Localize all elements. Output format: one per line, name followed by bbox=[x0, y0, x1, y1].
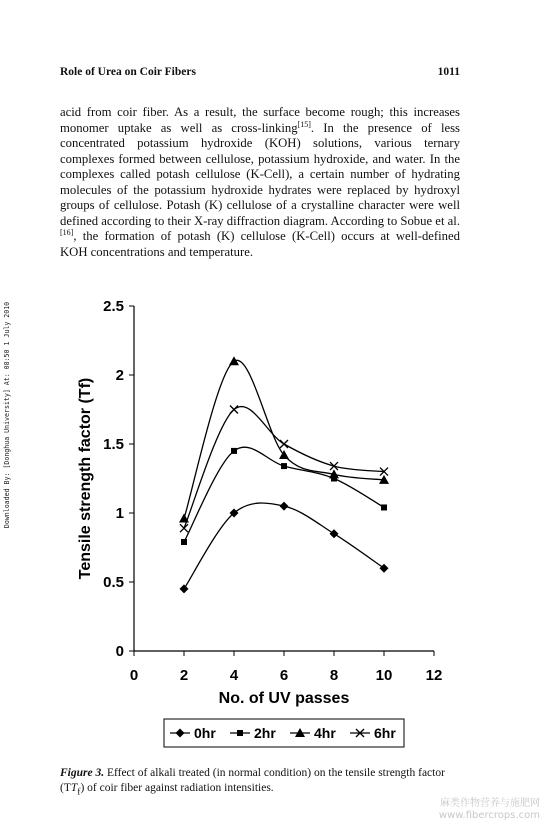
y-tick-label: 1.5 bbox=[103, 436, 124, 453]
legend-label: 0hr bbox=[194, 725, 216, 741]
x-tick-label: 8 bbox=[329, 667, 339, 684]
y-axis-label: Tensile strength factor (Tf) bbox=[77, 377, 94, 580]
data-point-diamond bbox=[330, 529, 339, 538]
x-tick-label: 4 bbox=[229, 667, 239, 684]
caption-subscript: f bbox=[77, 785, 81, 797]
running-header bbox=[60, 66, 460, 82]
data-point-square bbox=[281, 463, 287, 469]
x-tick-label: 0 bbox=[129, 667, 139, 684]
download-watermark bbox=[0, 280, 14, 550]
x-axis-label: No. of UV passes bbox=[218, 690, 350, 707]
site-watermark-url: www.fibercrops.com bbox=[438, 810, 540, 821]
series-line bbox=[184, 360, 384, 518]
caption-text-end: ) of coir fiber against radiation intensities. bbox=[80, 781, 274, 794]
text-segment: acid from coir fiber. As a result, the surface become rough; this increases monomer uptake as well as cross-linking bbox=[60, 105, 460, 135]
data-point-square bbox=[231, 448, 237, 454]
site-watermark bbox=[439, 798, 540, 822]
data-point-x bbox=[280, 440, 288, 448]
y-tick-label: 1 bbox=[115, 505, 124, 522]
paragraph-text bbox=[60, 105, 460, 260]
series-line bbox=[184, 447, 384, 542]
legend-label: 2hr bbox=[254, 725, 276, 741]
data-point-diamond bbox=[280, 502, 289, 511]
page-number: 1011 bbox=[437, 66, 460, 78]
data-point-x bbox=[180, 524, 188, 532]
series-line bbox=[184, 503, 384, 589]
x-tick-label: 6 bbox=[279, 667, 289, 684]
y-tick-label: 2 bbox=[115, 367, 124, 384]
x-tick-label: 12 bbox=[425, 667, 443, 684]
running-title: Role of Urea on Coir Fibers bbox=[60, 66, 196, 78]
chart-legend bbox=[164, 719, 404, 747]
data-point-x bbox=[230, 406, 238, 414]
caption-subscript-t: T bbox=[70, 781, 78, 794]
data-point-x bbox=[330, 462, 338, 470]
citation-16: [16] bbox=[60, 227, 74, 237]
data-point-diamond bbox=[180, 584, 189, 593]
y-tick-label: 2.5 bbox=[103, 298, 124, 315]
text-segment: , the formation of potash (K) cellulose (K-Cell) occurs at well-defined KOH concentrations and temperature. bbox=[60, 229, 460, 259]
watermark-text: Downloaded By: [Donghua University] At: 08:50 1 July 2010 bbox=[3, 301, 11, 529]
caption-text: Effect of alkali treated (in normal condition) on the tensile strength factor (T bbox=[60, 767, 445, 794]
y-tick-label: 0.5 bbox=[103, 574, 124, 591]
legend-label: 4hr bbox=[314, 725, 336, 741]
data-point-square bbox=[381, 504, 387, 510]
tensile-strength-chart bbox=[70, 290, 470, 760]
figure-caption bbox=[60, 766, 460, 799]
body-paragraph bbox=[60, 105, 460, 260]
x-tick-label: 2 bbox=[179, 667, 189, 684]
site-watermark-cn: 麻类作物营养与施肥网 bbox=[440, 798, 540, 809]
data-point-square bbox=[237, 730, 243, 736]
data-point-diamond bbox=[380, 564, 389, 573]
series-4hr bbox=[179, 356, 389, 522]
data-point-square bbox=[181, 539, 187, 545]
x-tick-label: 10 bbox=[375, 667, 393, 684]
y-tick-label: 0 bbox=[115, 643, 124, 660]
text-segment: . In the presence of less concentrated potassium hydroxide (KOH) solutions, various ternary complexes formed between cellulose, potassium hydroxide, and water. In the complexes called potash cellulose (K-Cell), a certain number of hydrating molecules of the potassium hydroxide hydrates were replaced by hydroxyl groups of cellulose. Potash (K) cellulose of a crystalline character were well defined according to their X-ray diffraction diagram. According to Sobue et al. bbox=[60, 120, 460, 228]
series-0hr bbox=[180, 502, 389, 594]
legend-label: 6hr bbox=[374, 725, 396, 741]
citation-15: [15] bbox=[297, 119, 311, 129]
data-point-triangle bbox=[279, 450, 289, 459]
chart-series bbox=[179, 356, 389, 593]
series-2hr bbox=[181, 447, 387, 545]
figure-label: Figure 3. bbox=[60, 767, 105, 779]
